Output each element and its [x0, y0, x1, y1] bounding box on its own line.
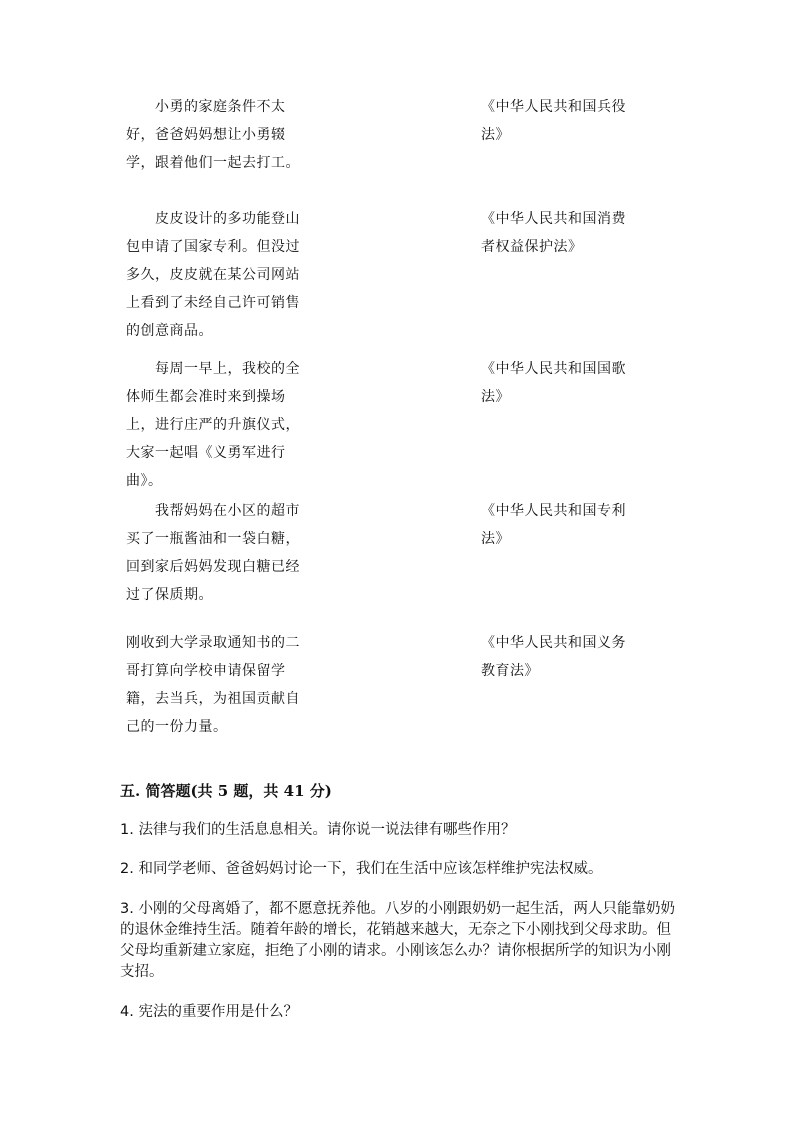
- law-text: 《中华人民共和国国歌法》: [481, 361, 626, 405]
- question-item: 4. 宪法的重要作用是什么？: [120, 1004, 298, 1020]
- question-item: 2. 和同学老师、爸爸妈妈讨论一下，我们在生活中应该怎样维护宪法权威。: [120, 861, 603, 877]
- law-text: 《中华人民共和国消费者权益保护法》: [481, 211, 626, 255]
- question-item: 1. 法律与我们的生活息息相关。请你说一说法律有哪些作用？: [120, 822, 516, 838]
- scenario-text: 每周一早上，我校的全体师生都会准时来到操场上，进行庄严的升旗仪式，大家一起唱《义勇军进行曲》。: [126, 361, 300, 489]
- law-text: 《中华人民共和国兵役法》: [481, 99, 626, 143]
- scenario-text: 皮皮设计的多功能登山包申请了国家专利。但没过多久，皮皮就在某公司网站上看到了未经自己许可销售的创意商品。: [126, 211, 300, 339]
- law-text: 《中华人民共和国义务教育法》: [481, 635, 626, 679]
- scenario-text: 我帮妈妈在小区的超市买了一瓶酱油和一袋白糖，回到家后妈妈发现白糖已经过了保质期。: [126, 503, 300, 603]
- scenario-text: 刚收到大学录取通知书的二哥打算向学校申请保留学籍，去当兵，为祖国贡献自己的一份力量。: [126, 635, 300, 735]
- question-item: 3. 小刚的父母离婚了，都不愿意抚养他。八岁的小刚跟奶奶一起生活，两人只能靠奶奶的退休金维持生活。随着年龄的增长，花销越来越大，无奈之下小刚找到父母求助。但父母均重新建立家庭，拒绝了小刚的请求。小刚该怎么办？请你根据所学的知识为小刚支招。: [120, 901, 675, 980]
- scenario-text: 小勇的家庭条件不太好，爸爸妈妈想让小勇辍学，跟着他们一起去打工。: [126, 99, 300, 171]
- section-title: 五. 简答题(共 5 题，共 41 分): [120, 782, 332, 800]
- law-text: 《中华人民共和国专利法》: [481, 503, 626, 547]
